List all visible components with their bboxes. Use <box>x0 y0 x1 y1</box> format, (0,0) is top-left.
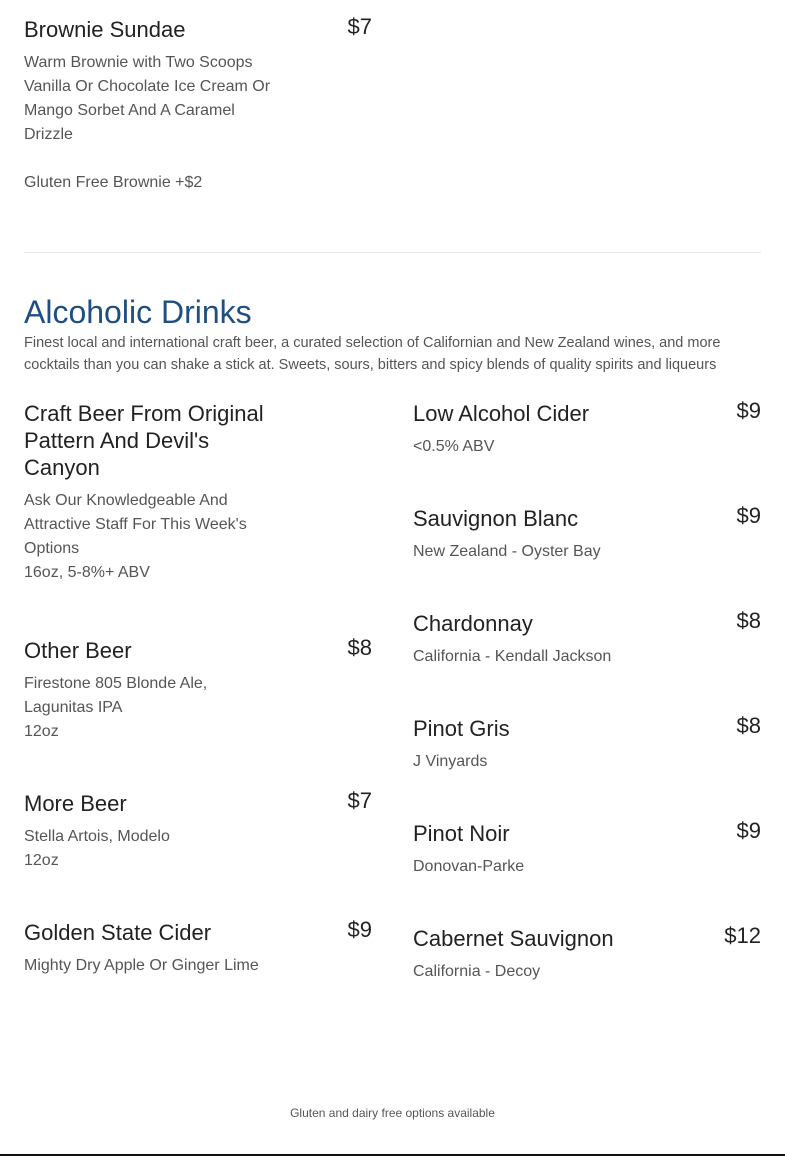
item-price: $8 <box>736 713 761 738</box>
item-name: Craft Beer From Original Pattern And Devil's Canyon <box>24 401 264 480</box>
menu-column-left <box>24 400 372 978</box>
item-name: Cabernet Sauvignon <box>413 926 614 951</box>
section-title: Alcoholic Drinks <box>24 294 252 330</box>
item-note: Gluten Free Brownie +$2 <box>24 174 203 191</box>
item-price: $7 <box>347 788 372 813</box>
item-description-line: California - Decoy <box>413 963 541 980</box>
item-name: Golden State Cider <box>24 920 212 945</box>
menu-item <box>24 919 372 978</box>
item-description-line: 12oz <box>24 723 59 740</box>
menu-item <box>413 925 761 984</box>
item-description <box>24 672 264 744</box>
item-description-line: Mighty Dry Apple Or Ginger Lime <box>24 957 259 974</box>
item-price: $9 <box>736 398 761 423</box>
item-description-line: Donovan-Parke <box>413 858 525 875</box>
menu-item <box>413 715 761 774</box>
item-price: $12 <box>724 923 761 948</box>
item-name: Low Alcohol Cider <box>413 401 590 426</box>
item-name: Other Beer <box>24 638 132 663</box>
item-description-line: J Vinyards <box>413 753 488 770</box>
item-price: $8 <box>347 635 372 660</box>
menu-item <box>24 790 372 873</box>
menu-item <box>413 610 761 669</box>
item-description-line: Firestone 805 Blonde Ale, Lagunitas IPA <box>24 675 208 716</box>
item-name: Sauvignon Blanc <box>413 506 579 531</box>
item-description-line: Ask Our Knowledgeable And Attractive Staff For This Week's Options <box>24 492 247 557</box>
item-description-line: <0.5% ABV <box>413 438 495 455</box>
menu-column-right <box>413 400 761 984</box>
item-description <box>413 435 761 459</box>
item-description-line: New Zealand - Oyster Bay <box>413 543 601 560</box>
menu-item <box>413 400 761 459</box>
item-description <box>24 825 264 873</box>
item-description-line: Stella Artois, Modelo <box>24 828 170 845</box>
item-price: $8 <box>736 608 761 633</box>
item-description <box>24 954 264 978</box>
item-description-line: California - Kendall Jackson <box>413 648 612 665</box>
item-price: $9 <box>736 818 761 843</box>
item-description-line: 16oz, 5-8%+ ABV <box>24 564 150 581</box>
menu-item <box>413 820 761 879</box>
item-description <box>413 855 761 879</box>
item-name: Pinot Gris <box>413 716 510 741</box>
item-name: More Beer <box>24 791 127 816</box>
section-divider <box>24 252 761 253</box>
item-price: $7 <box>347 14 372 39</box>
item-description <box>24 489 264 585</box>
footer-note: Gluten and dairy free options available <box>290 1106 495 1120</box>
item-name: Brownie Sundae <box>24 17 186 42</box>
item-description-line: 12oz <box>24 852 59 869</box>
item-description <box>413 540 761 564</box>
menu-item <box>24 400 372 585</box>
menu-item-brownie-sundae <box>24 16 372 195</box>
menu-item <box>413 505 761 564</box>
item-name: Pinot Noir <box>413 821 510 846</box>
section-description: Finest local and international craft beer, a curated selection of Californian and New Zealand wines, and more cocktails than you can shake a stick at. Sweets, sours, bitters and spicy blends of quality spirits and liqueurs <box>24 335 721 373</box>
item-price: $9 <box>347 917 372 942</box>
item-description <box>413 750 761 774</box>
item-price: $9 <box>736 503 761 528</box>
item-name: Chardonnay <box>413 611 533 636</box>
item-description <box>413 960 761 984</box>
item-description: Warm Brownie with Two Scoops Vanilla Or Chocolate Ice Cream Or Mango Sorbet And A Caramel Drizzle <box>24 54 271 143</box>
item-description <box>413 645 761 669</box>
menu-item <box>24 637 372 744</box>
